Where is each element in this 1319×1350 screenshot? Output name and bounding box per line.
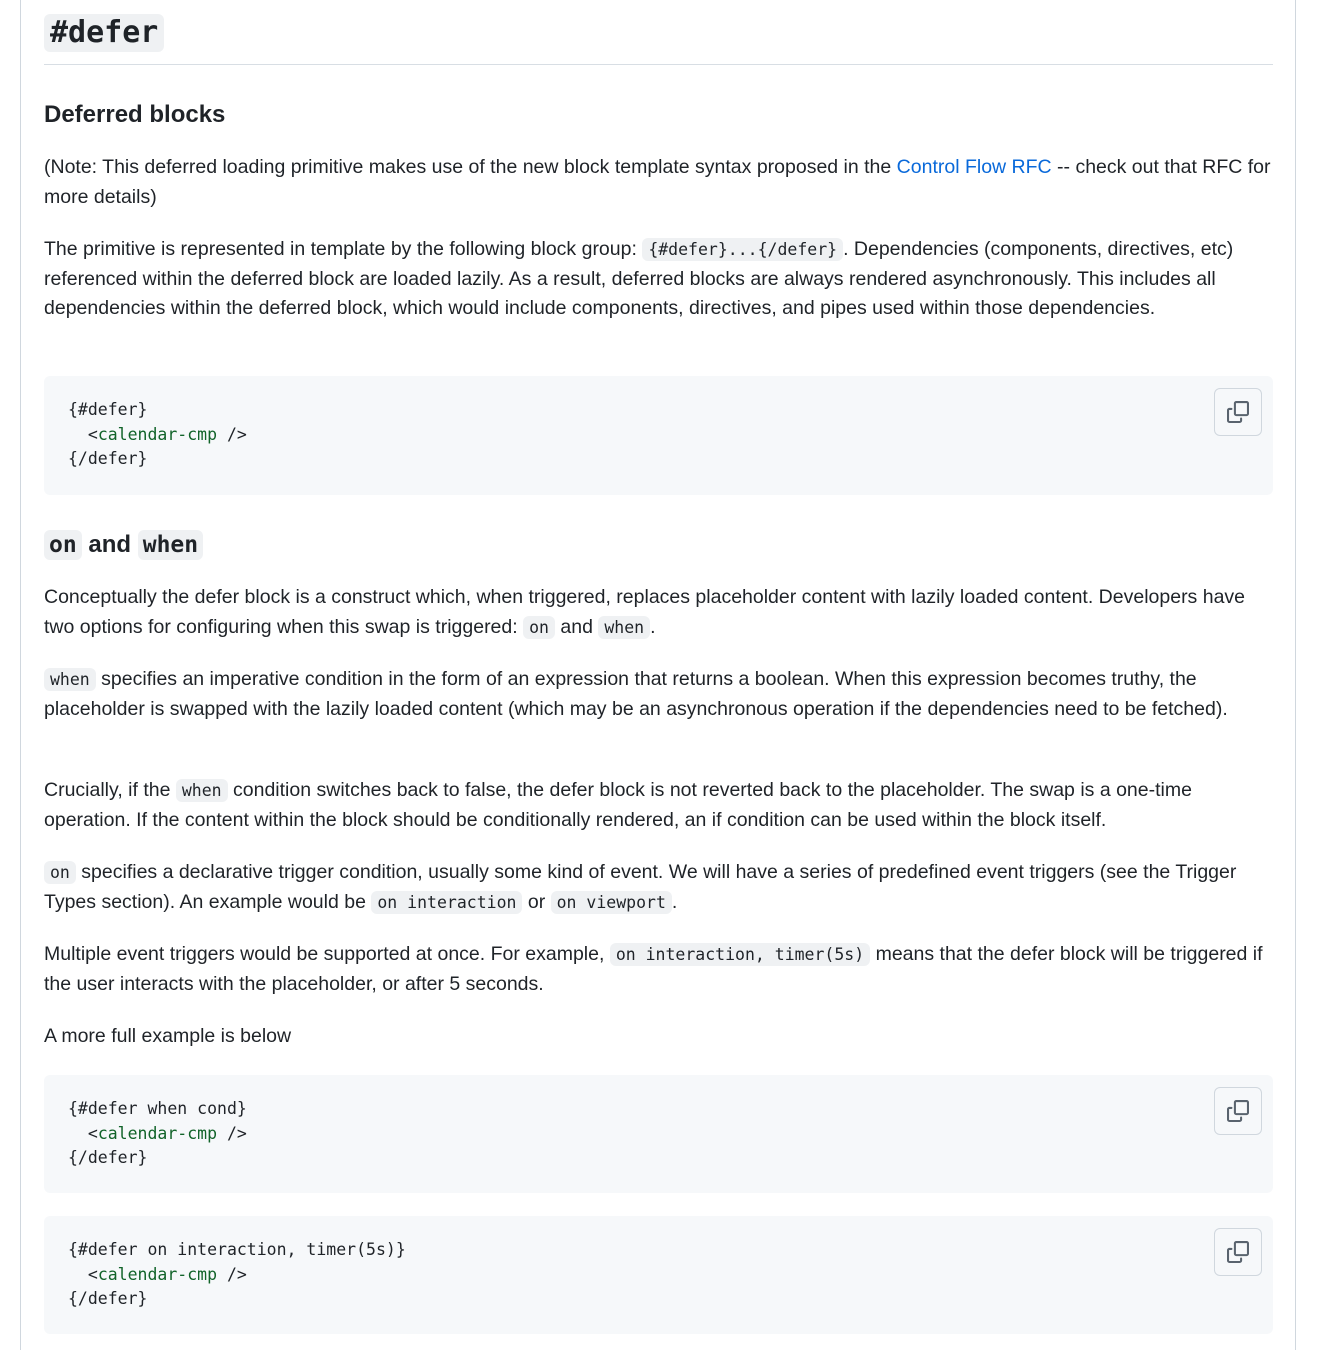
page-title	[44, 14, 1273, 65]
control-flow-rfc-link[interactable]: Control Flow RFC	[896, 156, 1052, 178]
full-example-paragraph: A more full example is below	[44, 1025, 292, 1047]
code-block-3	[44, 1216, 1273, 1334]
conceptually-paragraph: Conceptually the defer block is a construct which, when triggered, replaces placeholder content with lazily loaded content. Developers have two options for configuring when this swap is triggered: on and when .	[44, 586, 1246, 638]
copy-icon	[1227, 1100, 1249, 1122]
code-content: {#defer when cond} <calendar-cmp /> {/defer}	[68, 1099, 247, 1167]
inline-code: {#defer}...{/defer}	[642, 238, 843, 261]
when-paragraph: when specifies an imperative condition in the form of an expression that returns a boolean. When this expression becomes truthy, the placeholder is swapped with the lazily loaded content (which may be an asynchronous operation if the dependencies need to be fetched).	[44, 668, 1228, 720]
copy-button[interactable]	[1214, 388, 1262, 436]
note-paragraph: (Note: This deferred loading primitive makes use of the new block template syntax proposed in the Control Flow RFC -- check out that RFC for more details)	[44, 156, 1271, 208]
code-content: {#defer on interaction, timer(5s)} <calendar-cmp /> {/defer}	[68, 1240, 406, 1308]
copy-icon	[1227, 1241, 1249, 1263]
copy-icon	[1227, 401, 1249, 423]
deferred-blocks-heading: Deferred blocks	[44, 101, 226, 128]
multiple-triggers-paragraph: Multiple event triggers would be supported at once. For example, on interaction, timer(5s) means that the defer block will be triggered if the user interacts with the placeholder, or after 5 seconds.	[44, 943, 1263, 995]
primitive-paragraph: The primitive is represented in template by the following block group: {#defer}...{/defer} . Dependencies (components, directives, etc) referenced within the deferred block are loaded lazily. As a result, deferred blocks are always rendered asynchronously. This includes all dependencies within the deferred block, which would include components, directives, and pipes used within those dependencies.	[44, 238, 1234, 319]
code-block-1	[44, 376, 1273, 495]
crucially-paragraph: Crucially, if the when condition switches back to false, the defer block is not reverted back to the placeholder. The swap is a one-time operation. If the content within the block should be conditionally rendered, an if condition can be used within the block itself.	[44, 779, 1192, 831]
code-block-2	[44, 1075, 1273, 1193]
title-code: #defer	[44, 14, 164, 52]
code-content: {#defer} <calendar-cmp /> {/defer}	[68, 400, 247, 468]
copy-button[interactable]	[1214, 1228, 1262, 1276]
copy-button[interactable]	[1214, 1087, 1262, 1135]
on-and-when-heading: on and when	[44, 529, 203, 561]
on-paragraph: on specifies a declarative trigger condition, usually some kind of event. We will have a series of predefined event triggers (see the Trigger Types section). An example would be on interaction or on viewport .	[44, 861, 1237, 913]
